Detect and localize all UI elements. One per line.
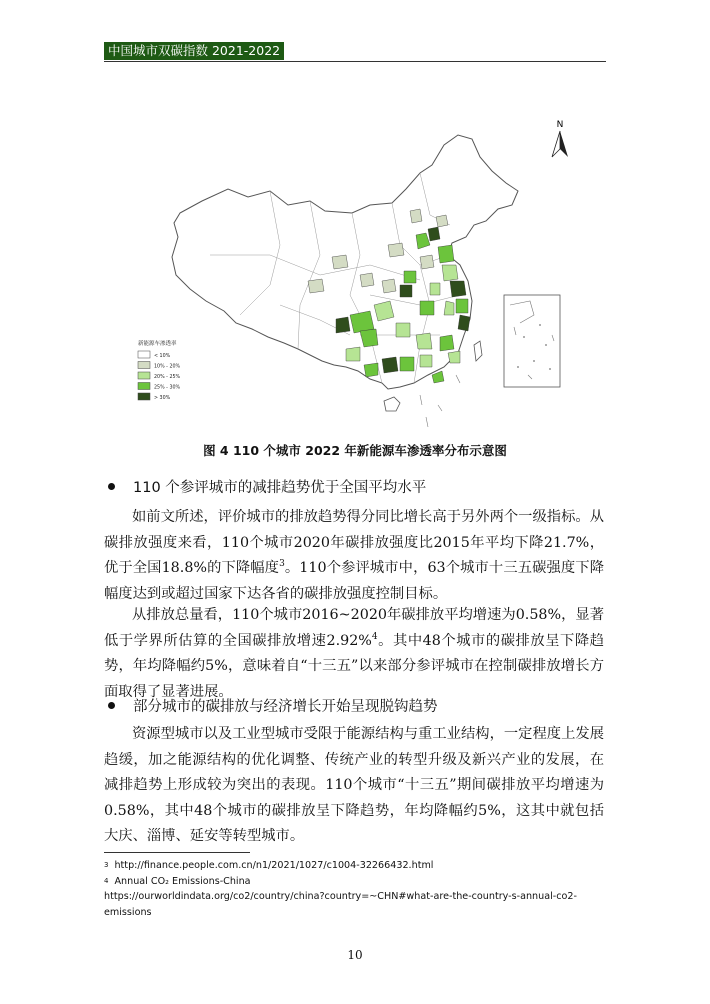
legend-swatch	[138, 393, 150, 400]
hainan-island	[384, 397, 400, 411]
china-map-figure	[120, 105, 590, 440]
north-arrow-icon	[552, 120, 568, 157]
section-heading-2	[108, 696, 438, 718]
south-china-sea-inset	[504, 295, 560, 387]
footnote-ref-3: 3	[279, 559, 285, 570]
footnote-link[interactable]: https://ourworldindata.org/co2/country/china?country=~CHN#what-are-the-country-s-annual-co2-	[104, 891, 577, 902]
paragraph-2: 从排放总量看，110个城市2016~2020年碳排放平均增速为0.58%，显著低于学界所估算的全国碳排放增速2.92%$^4$。其中48个城市的碳排放呈下降趋势，年均降幅约5%，意味着自“十三五”以来部分参评城市在控制碳排放增长方面取得了显著进展。	[104, 607, 604, 700]
legend-label: 10% - 20%	[154, 364, 181, 370]
legend-swatch	[138, 362, 150, 369]
legend-label: < 10%	[154, 354, 171, 359]
taiwan-island	[474, 341, 482, 361]
figure-caption: 图 4 110 个城市 2022 年新能源车渗透率分布示意图	[203, 443, 507, 458]
footnote-link[interactable]: emissions	[104, 906, 152, 918]
bullet-icon	[108, 702, 115, 709]
section-heading-1	[108, 477, 426, 499]
section-heading-text: 部分城市的碳排放与经济增长开始呈现脱钩趋势	[133, 699, 438, 715]
legend-label: 20% - 25%	[154, 375, 181, 380]
paragraph-3: 资源型城市以及工业型城市受限于能源结构与重工业结构，一定程度上发展趋缓，加之能源结构的优化调整、传统产业的转型升级及新兴产业的发展，在减排趋势上形成较为突出的表现。110个城市“十三五”期间碳排放平均增速为0.58%，其中48个城市的碳排放呈下降趋势，年均降幅约5%，这其中就包括大庆、淄博、延安等转型城市。	[104, 726, 604, 845]
footnote-4: $^4$ Annual CO₂ Emissions-China	[104, 875, 251, 887]
running-header	[104, 40, 606, 64]
header-rule	[104, 61, 606, 62]
footnote-link[interactable]: http://finance.people.com.cn/n1/2021/1027/c1004-32266432.html	[114, 860, 434, 871]
legend-swatch	[138, 383, 150, 390]
legend-title: 新能源车渗透率	[138, 341, 177, 347]
legend-swatch	[138, 351, 150, 358]
footnote-rule	[104, 852, 250, 853]
bullet-icon	[108, 483, 115, 490]
legend-label: 25% - 30%	[154, 385, 181, 391]
footnote-4-url-cont	[104, 905, 604, 921]
footnote-ref-4: 4	[371, 631, 378, 642]
paragraph-1: 如前文所述，评价城市的排放趋势得分同比增长高于另外两个一级指标。从碳排放强度来看，110个城市2020年碳排放强度比2015年平均下降21.7%，优于全国18.8%的下降幅度$^3$。110个参评城市中，63个城市十三五碳强度下降幅度达到或超过国家下达各省的碳排放强度控制目标。	[104, 509, 604, 602]
footnotes	[104, 858, 604, 920]
legend-label: > 30%	[154, 396, 171, 401]
section-heading-text: 110 个参评城市的减排趋势优于全国平均水平	[133, 480, 427, 496]
map-legend	[138, 339, 181, 401]
footnote-4-url	[104, 889, 604, 905]
page-number: 10	[347, 948, 363, 962]
header-title: 中国城市双碳指数 2021-2022	[104, 42, 284, 60]
footnote-3: $^3$ http://finance.people.com.cn/n1/2021/1027/c1004-32266432.html	[104, 860, 434, 871]
legend-swatch	[138, 372, 150, 379]
north-label: N	[556, 120, 564, 130]
